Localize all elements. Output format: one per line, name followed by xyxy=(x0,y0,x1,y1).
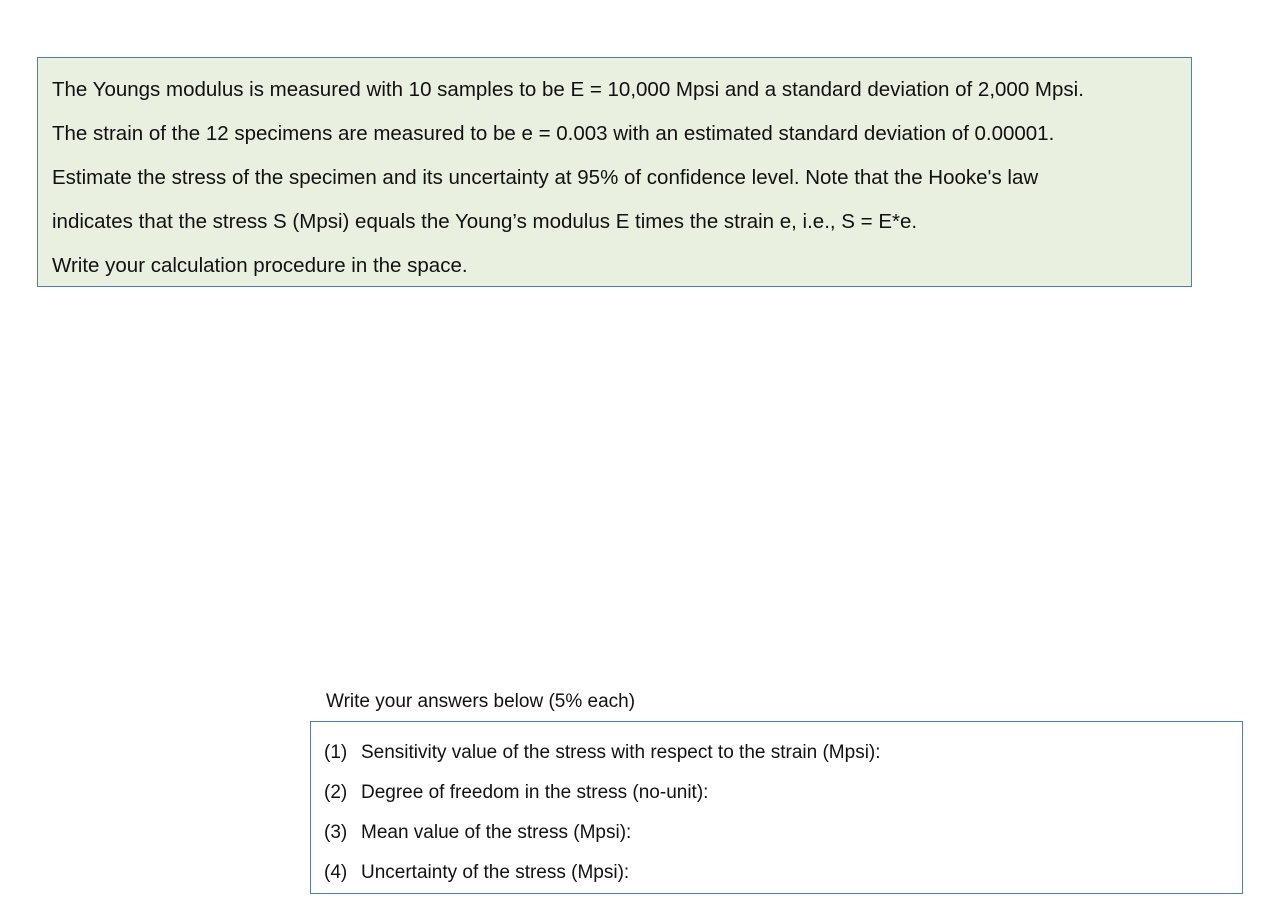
problem-statement-box xyxy=(37,57,1192,287)
answer-number: (2) xyxy=(324,782,348,803)
answer-text: Sensitivity value of the stress with respect to the strain (Mpsi): xyxy=(361,742,881,763)
answer-text: Mean value of the stress (Mpsi): xyxy=(361,822,632,843)
answer-box xyxy=(310,721,1243,894)
answer-item-degree-of-freedom xyxy=(324,773,1242,813)
answer-number: (1) xyxy=(324,742,348,763)
problem-line-3: Estimate the stress of the specimen and its uncertainty at 95% of confidence level. Note that the Hooke's law xyxy=(52,166,1039,189)
answer-number: (4) xyxy=(324,862,348,883)
problem-line-4: indicates that the stress S (Mpsi) equals the Young’s modulus E times the strain e, i.e., S = E*e. xyxy=(52,210,918,233)
answers-heading: Write your answers below (5% each) xyxy=(326,691,636,712)
answer-item-uncertainty xyxy=(324,853,1242,893)
problem-line-1: The Youngs modulus is measured with 10 samples to be E = 10,000 Mpsi and a standard deviation of 2,000 Mpsi. xyxy=(52,78,1084,101)
answer-item-mean-stress xyxy=(324,813,1242,853)
answer-text: Uncertainty of the stress (Mpsi): xyxy=(361,862,630,883)
answer-text: Degree of freedom in the stress (no-unit): xyxy=(361,782,709,803)
problem-line-5: Write your calculation procedure in the space. xyxy=(52,254,468,277)
answer-item-sensitivity xyxy=(324,733,1242,773)
answer-number: (3) xyxy=(324,822,348,843)
problem-line-2: The strain of the 12 specimens are measured to be e = 0.003 with an estimated standard deviation of 0.00001. xyxy=(52,122,1055,145)
